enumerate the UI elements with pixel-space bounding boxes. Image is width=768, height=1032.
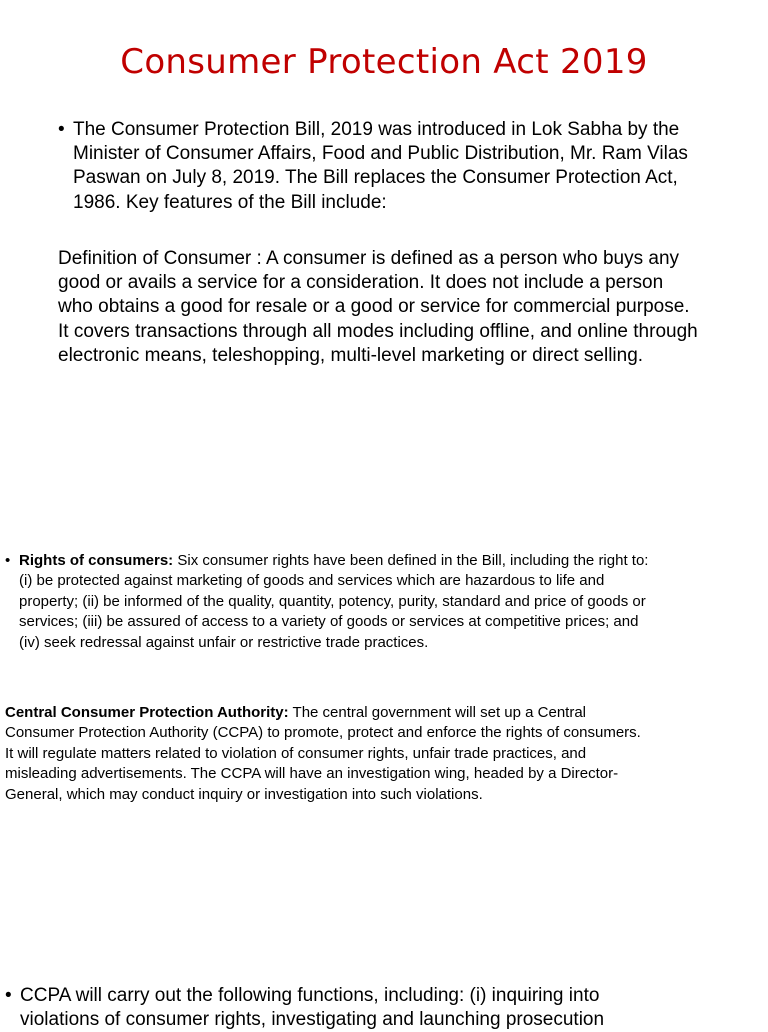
ccpa-paragraph [5, 703, 650, 805]
bullet-icon: • [58, 119, 65, 140]
rights-text: Six consumer rights have been defined in the Bill, including the right to: (i) be protected against marketing of goods and services which are hazardous to life and property; (ii) be informed of the quality, quantity, potency, purity, standard and price of goods or services; (iii) be assured of access to a variety of goods or services at competitive prices; and (iv) seek redressal against unfair or restrictive trade practices. [19, 552, 649, 651]
rights-bullet [5, 551, 650, 653]
definition-paragraph: Definition of Consumer : A consumer is defined as a person who buys any good or avails a service for a consideration. It does not include a person who obtains a good for resale or a good or service for commercial purpose. It covers transactions through all modes including offline, and online through electronic means, teleshopping, multi-level marketing or direct selling. [58, 248, 698, 366]
bullet-icon: • [5, 985, 12, 1006]
intro-text: The Consumer Protection Bill, 2019 was introduced in Lok Sabha by the Minister of Consumer Affairs, Food and Public Distribution, Mr. Ram Vilas Paswan on July 8, 2019. The Bill replaces the Consumer Protection Act, 1986. Key features of the Bill include: [73, 119, 688, 213]
rights-heading: Rights of consumers: [19, 552, 174, 569]
ccpa-text: The central government will set up a Central Consumer Protection Authority (CCPA) to promote, protect and enforce the rights of consumers. It will regulate matters related to violation of consumer rights, unfair trade practices, and misleading advertisements. The CCPA will have an investigation wing, headed by a Director-General, which may conduct inquiry or investigation into such violations. [5, 704, 641, 803]
bullet-icon: • [5, 552, 11, 569]
functions-bullet [5, 984, 665, 1032]
functions-text: CCPA will carry out the following functions, including: (i) inquiring into violations of consumer rights, investigating and launching prosecution [20, 985, 605, 1031]
page-title: Consumer Protection Act 2019 [120, 42, 648, 82]
ccpa-heading: Central Consumer Protection Authority: [5, 704, 289, 721]
intro-bullet [58, 118, 698, 215]
